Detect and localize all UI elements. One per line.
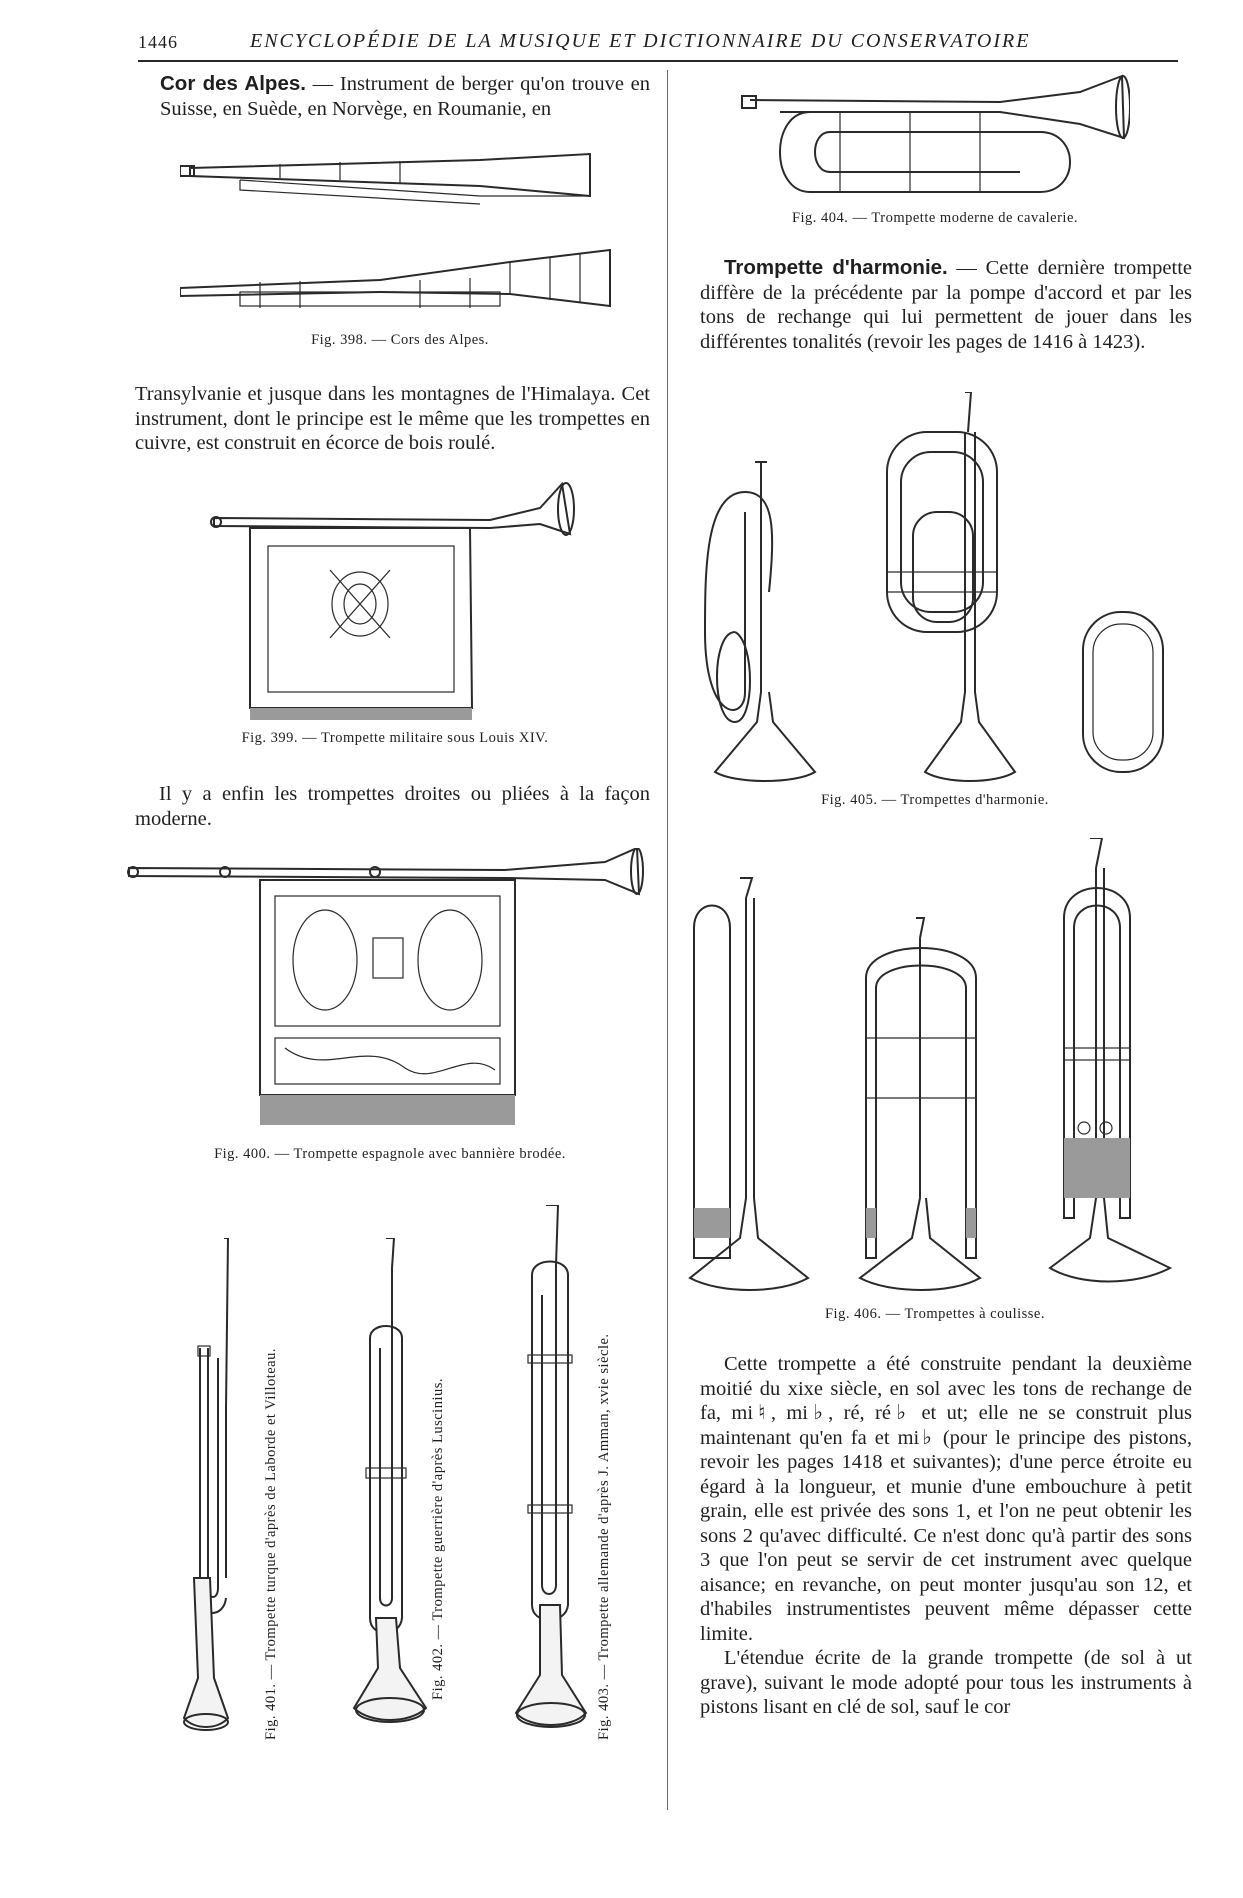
- figure-398-caption: Fig. 398. — Cors des Alpes.: [311, 332, 489, 348]
- harmonie-heading: Trompette d'harmonie.: [724, 256, 948, 279]
- figure-404-cavalry-trumpet: [740, 72, 1130, 202]
- main-text-block: [700, 1352, 1192, 1720]
- harmony-trumpet-center: [887, 392, 1015, 781]
- figure-402-warrior-trumpet: [350, 1238, 430, 1738]
- figure-398-alpine-horns: [180, 150, 620, 330]
- banner: [250, 528, 472, 720]
- header-rule: [138, 60, 1178, 62]
- construction-paragraph: Cette trompette a été construite pendant la deuxième moitié du xixe siècle, en sol avec les tons de rechange de fa, mi♮, mi♭, ré, ré♭ et ut; elle ne se construit plus maintenant qu'en fa et mi♭ (pour le principe des pistons, revoir les pages 1418 et suivantes); d'une perce étroite eu égard à la longueur, et munie d'une embouchure à petit grain, elle est privée des sons 1, et l'on ne peut obtenir les sons 2 qu'avec difficulté. Ce n'est donc qu'à partir des sons 3 que l'on peut se servir de cet instrument avec quelque aisance; en revanche, on peut monter jusqu'au son 12, et d'habiles instrumentistes peuvent même dépasser cette limite.: [700, 1353, 1192, 1645]
- embroidered-banner: [260, 880, 515, 1125]
- trumpet-tube: [128, 848, 643, 894]
- harmonie-text: — Cette dernière trompette diffère de la précédente par la pompe d'accord et par les tons de rechange qui lui permettent de jouer dans les différentes tonalités (revoir les pages de 1416 à 1423).: [700, 257, 1192, 353]
- running-title: ENCYCLOPÉDIE DE LA MUSIQUE ET DICTIONNAIRE DU CONSERVATOIRE: [250, 30, 1031, 52]
- alpine-horn-upper: [180, 154, 590, 204]
- harmony-trumpet-left: [705, 462, 815, 781]
- harmonie-paragraph: [700, 256, 1192, 354]
- figure-404-caption: Fig. 404. — Trompette moderne de cavalerie.: [791, 210, 1079, 226]
- cor-des-alpes-paragraph: [160, 72, 650, 121]
- figure-401-turkish-trumpet: [180, 1238, 240, 1738]
- page-number: 1446: [138, 32, 178, 52]
- etendue-paragraph: L'étendue écrite de la grande trompette (de sol à ut grave), suivant le mode adopté pour tous les instruments à pistons lisant en clé de sol, sauf le cor: [700, 1647, 1192, 1718]
- transylvanie-text: Transylvanie et jusque dans les montagnes de l'Himalaya. Cet instrument, dont le principe est le même que les trompettes en cuivre, est construit en écorce de bois roulé.: [135, 383, 650, 454]
- slide-trumpet-left: [690, 878, 808, 1290]
- slide-trumpet-center: [860, 918, 980, 1290]
- figure-402-caption: Fig. 402. — Trompette guerrière d'après Luscinius.: [430, 1377, 446, 1700]
- figure-405-caption: Fig. 405. — Trompettes d'harmonie.: [821, 792, 1049, 808]
- enfin-text: Il y a enfin les trompettes droites ou pliées à la façon moderne.: [135, 783, 650, 830]
- enfin-paragraph: [135, 782, 650, 831]
- harmony-trumpet-crook: [1083, 612, 1163, 772]
- alpine-horn-lower: [180, 250, 610, 308]
- figure-405-harmony-trumpets: [695, 392, 1185, 782]
- column-divider: [667, 70, 668, 1810]
- cor-des-alpes-text: — Instrument de berger qu'on trouve en Suisse, en Suède, en Norvège, en Roumanie, en: [160, 73, 650, 120]
- figure-399-military-trumpet: [210, 478, 580, 728]
- figure-400-caption: Fig. 400. — Trompette espagnole avec bannière brodée.: [214, 1146, 566, 1162]
- figure-403-caption: Fig. 403. — Trompette allemande d'après J. Amman, xvie siècle.: [596, 1333, 612, 1740]
- slide-trumpet-right: [1050, 838, 1170, 1282]
- figure-400-spanish-trumpet: [125, 848, 645, 1138]
- page-header: [138, 28, 1178, 58]
- figure-399-caption: Fig. 399. — Trompette militaire sous Louis XIV.: [241, 730, 549, 746]
- figure-403-german-trumpet: [510, 1205, 590, 1735]
- figure-401-caption: Fig. 401. — Trompette turque d'après de Laborde et Villoteau.: [263, 1348, 279, 1740]
- cor-des-alpes-heading: Cor des Alpes.: [160, 72, 306, 95]
- figure-406-caption: Fig. 406. — Trompettes à coulisse.: [824, 1306, 1045, 1322]
- transylvanie-paragraph: [135, 382, 650, 456]
- figure-406-slide-trumpets: [680, 838, 1180, 1308]
